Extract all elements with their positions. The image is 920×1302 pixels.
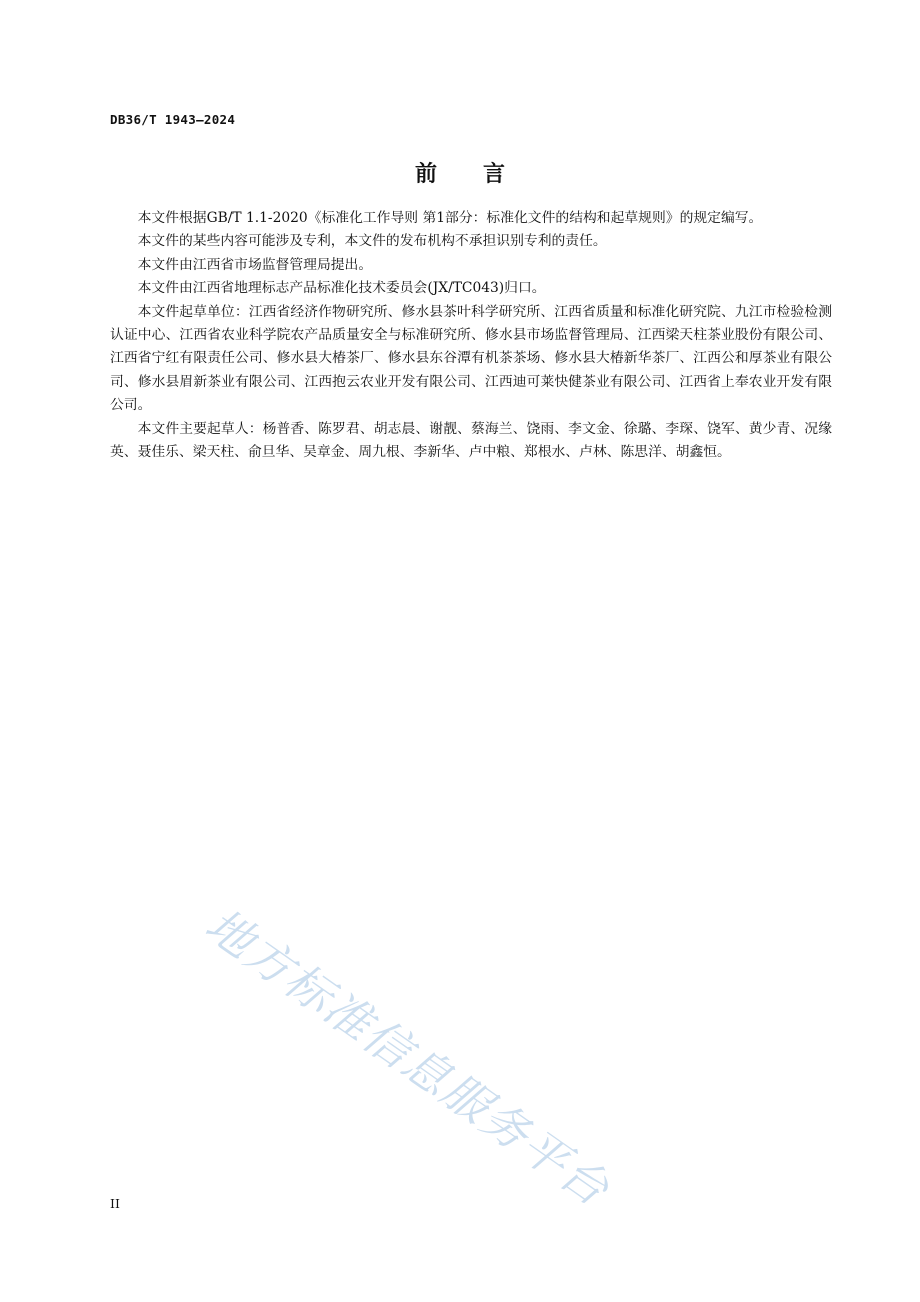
page-number: II — [110, 1196, 120, 1211]
watermark: 地方标准信息服务平台 — [195, 897, 621, 1217]
page-title-char-2: 言 — [483, 162, 506, 187]
paragraph-drafting-units: 本文件起草单位：江西省经济作物研究所、修水县茶叶科学研究所、江西省质量和标准化研究院、九江市检验检测认证中心、江西省农业科学院农产品质量安全与标准研究所、修水县市场监督管理局、江西梁天柱茶业股份有限公司、江西省宁红有限责任公司、修水县大椿茶厂、修水县东谷潭有机茶茶场、修水县大椿新华茶厂、江西公和厚茶业有限公司、修水县眉新茶业有限公司、江西抱云农业开发有限公司、江西迪可莱快健茶业有限公司、江西省上奉农业开发有限公司。 — [110, 303, 832, 414]
page-title-char-1: 前 — [414, 162, 437, 187]
paragraph-technical-committee: 本文件由江西省地理标志产品标准化技术委员会(JX/TC043)归口。 — [137, 280, 546, 297]
paragraph-proposer: 本文件由江西省市场监督管理局提出。 — [137, 256, 373, 273]
document-code: DB36/T 1943—2024 — [110, 112, 236, 127]
paragraph-patent-notice: 本文件的某些内容可能涉及专利，本文件的发布机构不承担识别专利的责任。 — [137, 233, 607, 250]
paragraph-drafters: 本文件主要起草人：杨普香、陈罗君、胡志晨、谢靓、蔡海兰、饶雨、李文金、徐璐、李琛、饶军、黄少青、况缘英、聂佳乐、梁天柱、俞旦华、吴章金、周九根、李新华、卢中粮、郑根水、卢林、陈思洋、胡鑫恒。 — [110, 420, 832, 461]
paragraph-drafting-basis: 本文件根据GB/T 1.1-2020《标准化工作导则 第1部分：标准化文件的结构和起草规则》的规定编写。 — [137, 210, 763, 226]
